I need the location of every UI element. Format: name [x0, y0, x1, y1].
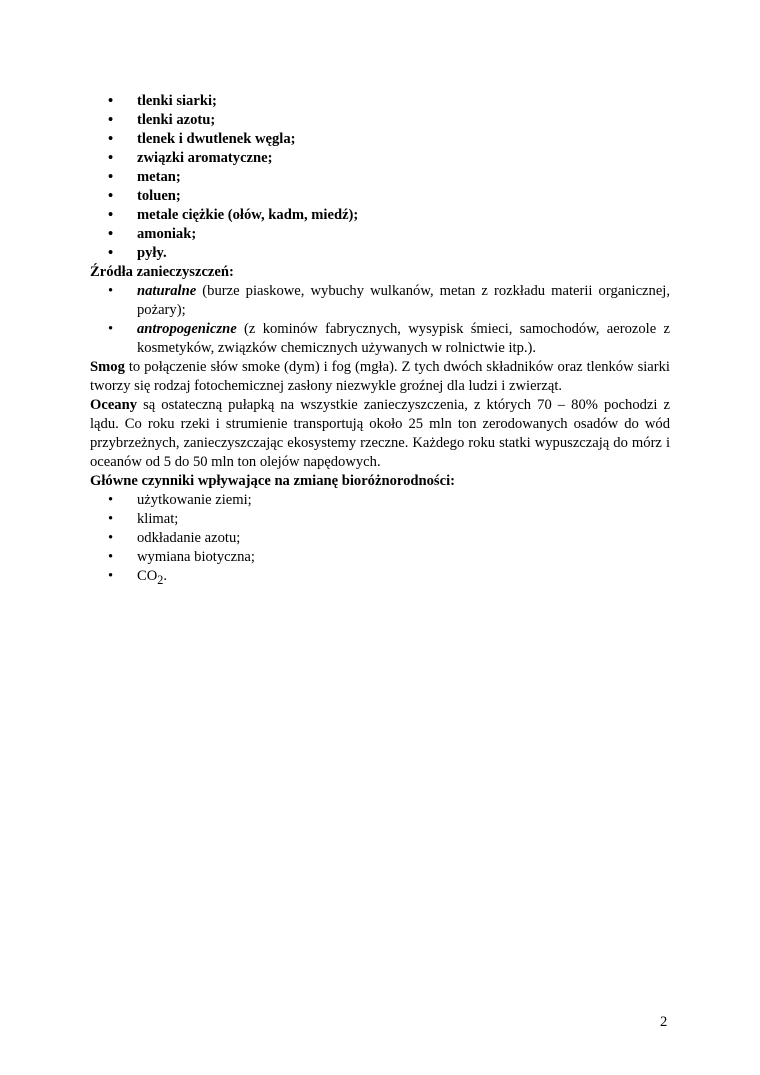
list-item: • metan;: [108, 169, 181, 185]
sources-heading: Źródła zanieczyszczeń:: [90, 264, 234, 280]
list-item: • klimat;: [108, 511, 179, 527]
list-item: • użytkowanie ziemi;: [108, 492, 252, 508]
list-item: • toluen;: [108, 188, 181, 204]
factors-heading: Główne czynniki wpływające na zmianę bioróżnorodności:: [90, 473, 455, 489]
pollutants-list: [90, 92, 670, 263]
list-item: • tlenek i dwutlenek węgla;: [108, 131, 296, 147]
list-item: • metale ciężkie (ołów, kadm, miedź);: [108, 207, 359, 223]
list-item: • wymiana biotyczna;: [108, 549, 255, 565]
page-number: 2: [660, 1014, 668, 1030]
list-item: • amoniak;: [108, 226, 197, 242]
bullet-icon: •: [108, 283, 114, 299]
bullet-icon: •: [108, 492, 114, 508]
bullet-icon: •: [108, 93, 114, 109]
smog-term: Smog: [90, 359, 125, 375]
list-item: • $CO_2$.: [108, 568, 168, 587]
bullet-icon: •: [108, 530, 114, 546]
list-item: • odkładanie azotu;: [108, 530, 241, 546]
list-item: • pyły.: [108, 245, 167, 261]
list-item: [90, 282, 670, 320]
bullet-icon: •: [108, 131, 114, 147]
document-body: [90, 92, 670, 590]
list-item: • tlenki siarki;: [108, 93, 217, 109]
bullet-icon: •: [108, 207, 114, 223]
bullet-icon: •: [108, 150, 114, 166]
bullet-icon: •: [108, 321, 114, 337]
source-description: (burze piaskowe, wybuchy wulkanów, metan z rozkładu materii organicznej, pożary);: [137, 283, 670, 318]
list-item: • tlenki azotu;: [108, 112, 216, 128]
bullet-icon: •: [108, 245, 114, 261]
sources-list: [90, 282, 670, 358]
bullet-icon: •: [108, 549, 114, 565]
bullet-icon: •: [108, 188, 114, 204]
bullet-icon: •: [108, 511, 114, 527]
oceans-term: Oceany: [90, 397, 138, 413]
list-item: [90, 320, 670, 358]
source-term: naturalne: [137, 283, 197, 299]
bullet-icon: •: [108, 112, 114, 128]
list-item: • związki aromatyczne;: [108, 150, 273, 166]
source-term: antropogeniczne: [137, 321, 237, 337]
factors-list: [90, 491, 670, 590]
smog-paragraph: Smog to połączenie słów smoke (dym) i fog (mgła). Z tych dwóch składników oraz tlenków siarki tworzy się rodzaj fotochemicznej zasłony niezwykle groźnej dla ludzi i zwierząt.: [90, 359, 670, 394]
oceans-paragraph: Oceany są ostateczną pułapką na wszystkie zanieczyszczenia, z których 70 – 80% pochodzi z lądu. Co roku rzeki i strumienie transportują około 25 mln ton zerodowanych osadów do wód przybrzeżnych, zanieczyszczając ekosystemy rzeczne. Każdego roku statki wypuszczają do mórz i oceanów od 5 do 50 mln ton olejów napędowych.: [90, 397, 670, 470]
bullet-icon: •: [108, 226, 114, 242]
source-description: (z kominów fabrycznych, wysypisk śmieci, samochodów, aerozole z kosmetyków, związków chemicznych używanych w rolnictwie itp.).: [137, 321, 670, 356]
bullet-icon: •: [108, 568, 114, 584]
bullet-icon: •: [108, 169, 114, 185]
